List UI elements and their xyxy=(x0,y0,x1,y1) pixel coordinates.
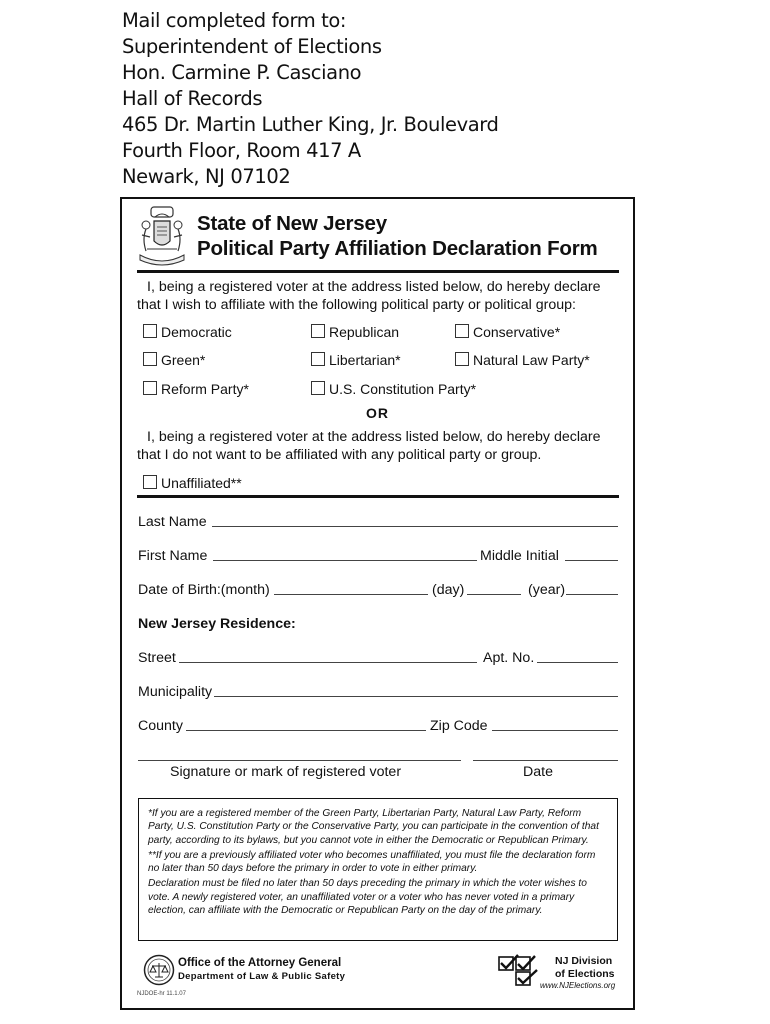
form-title-line1: State of New Jersey xyxy=(197,212,387,235)
dob-day-field[interactable] xyxy=(467,594,521,595)
affiliate-declaration: I, being a registered voter at the address listed below, do hereby declare that I wish to affiliate with the following political party or political group: xyxy=(137,279,601,313)
option-us-constitution[interactable] xyxy=(311,381,476,397)
option-label: Natural Law Party* xyxy=(473,352,590,368)
dob-year-field[interactable] xyxy=(566,594,618,595)
option-libertarian[interactable] xyxy=(311,352,401,368)
date-field[interactable] xyxy=(473,760,618,761)
checkbox[interactable] xyxy=(143,324,157,338)
checkbox[interactable] xyxy=(455,352,469,366)
dob-month-label: Date of Birth:(month) xyxy=(138,582,270,598)
option-label: Democratic xyxy=(161,324,232,340)
attorney-general-seal-icon xyxy=(143,954,175,986)
or-separator: OR xyxy=(366,405,389,421)
option-conservative[interactable] xyxy=(455,324,560,340)
apt-label: Apt. No. xyxy=(483,650,535,666)
first-name-field[interactable] xyxy=(213,560,477,561)
option-label: Libertarian* xyxy=(329,352,401,368)
checkbox[interactable] xyxy=(143,352,157,366)
nj-state-seal-icon xyxy=(137,205,187,267)
option-democratic[interactable] xyxy=(143,324,232,340)
mailing-line: Superintendent of Elections xyxy=(122,35,382,58)
mailing-line: Hall of Records xyxy=(122,87,263,110)
signature-label: Signature or mark of registered voter xyxy=(170,764,402,780)
municipality-field[interactable] xyxy=(214,696,618,697)
county-label: County xyxy=(138,718,183,734)
municipality-label: Municipality xyxy=(138,684,213,700)
dob-day-label: (day) xyxy=(432,582,465,598)
dob-month-field[interactable] xyxy=(274,594,428,595)
mailing-address xyxy=(122,8,499,190)
apt-field[interactable] xyxy=(537,662,618,663)
dob-year-label: (year) xyxy=(528,582,566,598)
mailing-line: Mail completed form to: xyxy=(122,9,347,32)
option-natural-law[interactable] xyxy=(455,352,590,368)
division-name-line1: NJ Division xyxy=(555,955,613,967)
middle-initial-field[interactable] xyxy=(565,560,618,561)
mailing-line: 465 Dr. Martin Luther King, Jr. Boulevard xyxy=(122,113,499,136)
zip-label: Zip Code xyxy=(430,718,488,734)
option-label: Reform Party* xyxy=(161,381,249,397)
option-label: Green* xyxy=(161,352,206,368)
checkbox[interactable] xyxy=(311,381,325,395)
checkbox[interactable] xyxy=(143,381,157,395)
mailing-line: Fourth Floor, Room 417 A xyxy=(122,139,361,162)
checkbox[interactable] xyxy=(311,324,325,338)
option-reform[interactable] xyxy=(143,381,249,397)
mailing-line: Hon. Carmine P. Casciano xyxy=(122,61,362,84)
form-title-line2: Political Party Affiliation Declaration Form xyxy=(197,237,598,260)
footnote-unaffiliated: **If you are a previously affiliated voter who becomes unaffiliated, you must file the declaration form no later than 50 days before the primary in order to vote in either primary. xyxy=(148,849,596,875)
last-name-field[interactable] xyxy=(212,526,618,527)
checkbox[interactable] xyxy=(311,352,325,366)
option-green[interactable] xyxy=(143,352,205,368)
footnote-minor-parties: *If you are a registered member of the Green Party, Libertarian Party, Natural Law Party, Reform Party, U.S. Constitution Party or the Conservative Party, you can participate in the convention of that party, according to its bylaws, but you cannot vote in either the Democratic or Republican Primary. xyxy=(148,808,599,846)
section-divider xyxy=(137,495,619,498)
department-name: Department of Law & Public Safety xyxy=(178,971,346,982)
street-label: Street xyxy=(138,650,176,666)
footnotes-box xyxy=(138,798,618,941)
option-label: Republican xyxy=(329,324,400,340)
option-label: Conservative* xyxy=(473,324,561,340)
option-label: Unaffiliated** xyxy=(161,475,242,491)
division-name-line2: of Elections xyxy=(555,967,615,980)
division-website[interactable]: www.NJElections.org xyxy=(540,981,616,990)
street-field[interactable] xyxy=(179,662,477,663)
signature-field[interactable] xyxy=(138,760,461,761)
attorney-general-title: Office of the Attorney General xyxy=(178,957,342,969)
checkbox[interactable] xyxy=(455,324,469,338)
checkbox[interactable] xyxy=(143,475,157,489)
option-unaffiliated[interactable] xyxy=(143,475,242,491)
option-republican[interactable] xyxy=(311,324,399,340)
county-field[interactable] xyxy=(186,730,426,731)
first-name-label: First Name xyxy=(138,548,208,564)
unaffiliated-declaration: I, being a registered voter at the address listed below, do hereby declare that I do not want to be affiliated with any political party or group. xyxy=(137,429,601,463)
middle-initial-label: Middle Initial xyxy=(480,548,559,564)
zip-field[interactable] xyxy=(492,730,618,731)
title-divider xyxy=(137,270,619,273)
residence-heading: New Jersey Residence: xyxy=(138,616,296,632)
footnote-filing-deadline: Declaration must be filed no later than 50 days preceding the primary in which the voter wishes to vote. A newly registered voter, an unaffiliated voter or a voter who has never voted in a primary election, can affiliate with the Democratic or Republican Party on the day of the primary. xyxy=(148,878,587,917)
last-name-label: Last Name xyxy=(138,514,207,530)
mailing-line: Newark, NJ 07102 xyxy=(122,165,291,188)
division-name xyxy=(555,955,615,980)
form-title xyxy=(197,211,598,261)
option-label: U.S. Constitution Party* xyxy=(329,381,477,397)
form-code: NJDOE-hr 11.1.07 xyxy=(137,991,186,997)
date-label: Date xyxy=(523,764,553,780)
